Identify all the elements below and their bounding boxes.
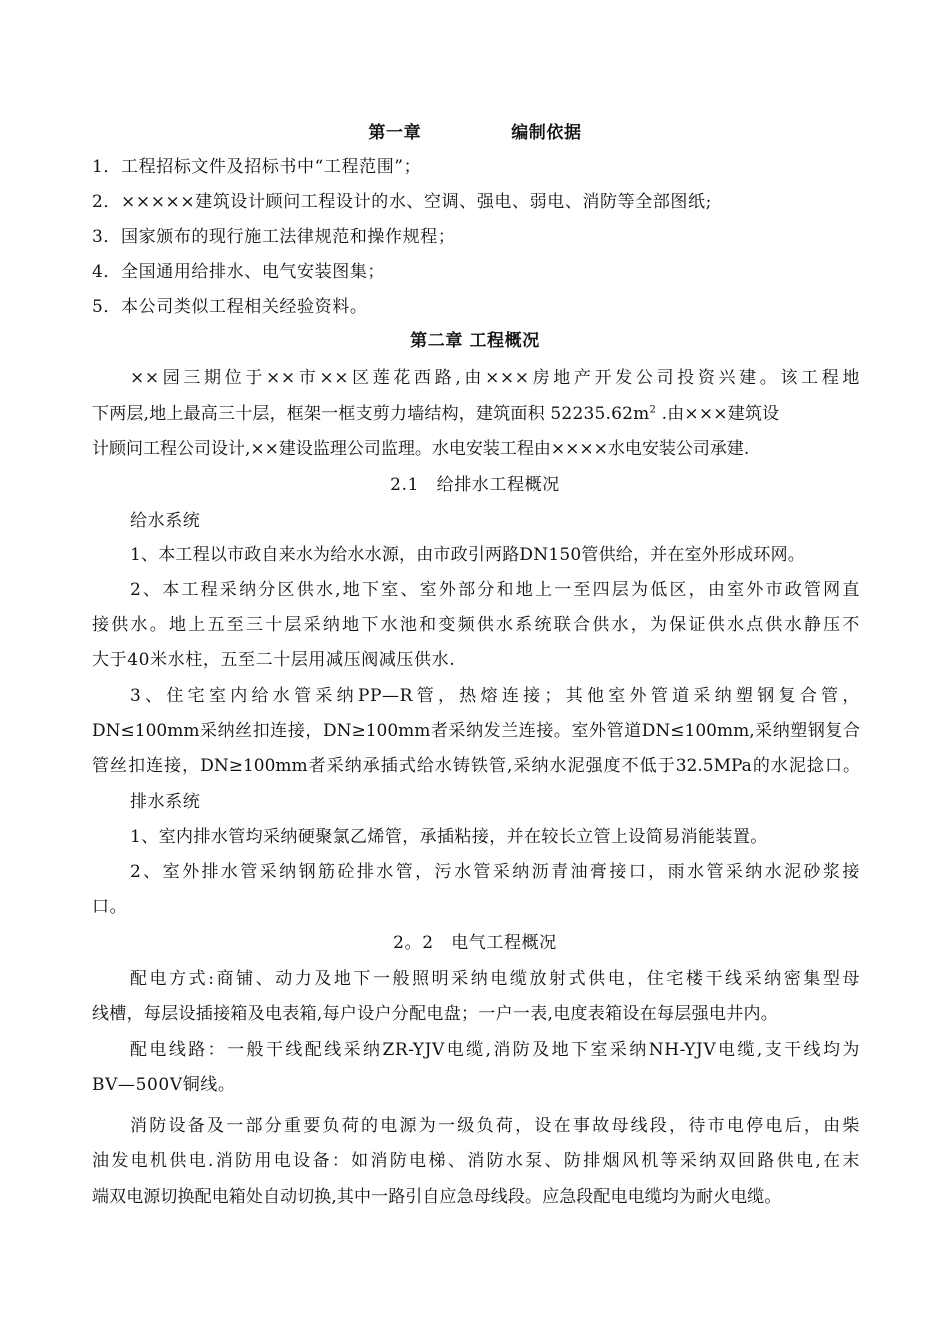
water-supply-line-6: DN≤100mm采纳丝扣连接，DN≥100mm者采纳发兰连接。室外管道DN≤100mm,采纳塑钢复合 [92, 721, 860, 741]
chapter1-title [0, 122, 950, 144]
overview-line-1: ××园三期位于××市××区莲花西路,由×××房地产开发公司投资兴建。该工程地 [130, 368, 860, 388]
overview-area-text: 下两层,地上最高三十层，框架一框支剪力墙结构，建筑面积 52235.62m [92, 404, 650, 424]
chapter2-title: 第二章 工程概况 [410, 331, 540, 351]
water-supply-line-1: 1、本工程以市政自来水为给水水源，由市政引两路DN150管供给，并在室外形成环网。 [130, 545, 805, 565]
basis-item-1: 1．工程招标文件及招标书中“工程范围”； [92, 157, 422, 177]
electrical-line-5: 消防设备及一部分重要负荷的电源为一级负荷，设在事故母线段，待市电停电后，由柴 [130, 1116, 860, 1136]
electrical-line-3: 配电线路：一般干线配线采纳ZR-YJV电缆,消防及地下室采纳NH-YJV电缆,支干线均为 [130, 1040, 860, 1060]
water-supply-line-7: 管丝扣连接，DN≥100mm者采纳承插式给水铸铁管,采纳水泥强度不低于32.5MPa的水泥捻口。 [92, 756, 860, 776]
overview-line-3: 计顾问工程公司设计,××建设监理公司监理。水电安装工程由××××水电安装公司承建. [92, 439, 750, 459]
drainage-line-3: 口。 [92, 897, 128, 917]
water-supply-heading: 给水系统 [130, 511, 201, 531]
basis-item-2: 2．×××××建筑设计顾问工程设计的水、空调、强电、弱电、消防等全部图纸; [92, 192, 712, 212]
drainage-heading: 排水系统 [130, 792, 201, 812]
water-supply-line-4: 大于40米水柱，五至二十层用减压阀减压供水. [92, 650, 456, 670]
overview-area-tail: .由×××建筑设 [656, 404, 780, 424]
basis-item-3: 3．国家颁布的现行施工法律规范和操作规程； [92, 227, 456, 247]
overview-line-2 [92, 403, 779, 425]
section-2-1-title: 2.1 给排水工程概况 [390, 475, 560, 495]
overview-area-superscript: 2 [649, 404, 657, 416]
chapter1-number: 第一章 [368, 123, 422, 143]
electrical-line-2: 线槽，每层设插接箱及电表箱,每户设户分配电盘；一户一表,电度表箱设在每层强电井内。 [92, 1004, 779, 1024]
water-supply-line-3: 接供水。地上五至三十层采纳地下水池和变频供水系统联合供水，为保证供水点供水静压不 [92, 615, 860, 635]
water-supply-line-5: 3、住宅室内给水管采纳PP—R管，热熔连接；其他室外管道采纳塑钢复合管， [130, 686, 860, 706]
drainage-line-1: 1、室内排水管均采纳硬聚氯乙烯管，承插粘接，并在较长立管上设简易消能装置。 [130, 827, 768, 847]
electrical-line-6: 油发电机供电.消防用电设备：如消防电梯、消防水泵、防排烟风机等采纳双回路供电,在末 [92, 1151, 860, 1171]
section-2-2-title: 2。2 电气工程概况 [393, 933, 557, 953]
chapter1-name: 编制依据 [511, 123, 582, 143]
basis-item-5: 5．本公司类似工程相关经验资料。 [92, 297, 368, 317]
water-supply-line-2: 2、本工程采纳分区供水,地下室、室外部分和地上一至四层为低区，由室外市政管网直 [130, 580, 860, 600]
drainage-line-2: 2、室外排水管采纳钢筋砼排水管，污水管采纳沥青油膏接口，雨水管采纳水泥砂浆接 [130, 862, 860, 882]
electrical-line-1: 配电方式:商铺、动力及地下一般照明采纳电缆放射式供电，住宅楼干线采纳密集型母 [130, 969, 860, 989]
electrical-line-4: BV—500V铜线。 [92, 1075, 236, 1095]
basis-item-4: 4．全国通用给排水、电气安装图集； [92, 262, 386, 282]
electrical-line-7: 端双电源切换配电箱处自动切换,其中一路引自应急母线段。应急段配电电缆均为耐火电缆。 [92, 1187, 782, 1207]
